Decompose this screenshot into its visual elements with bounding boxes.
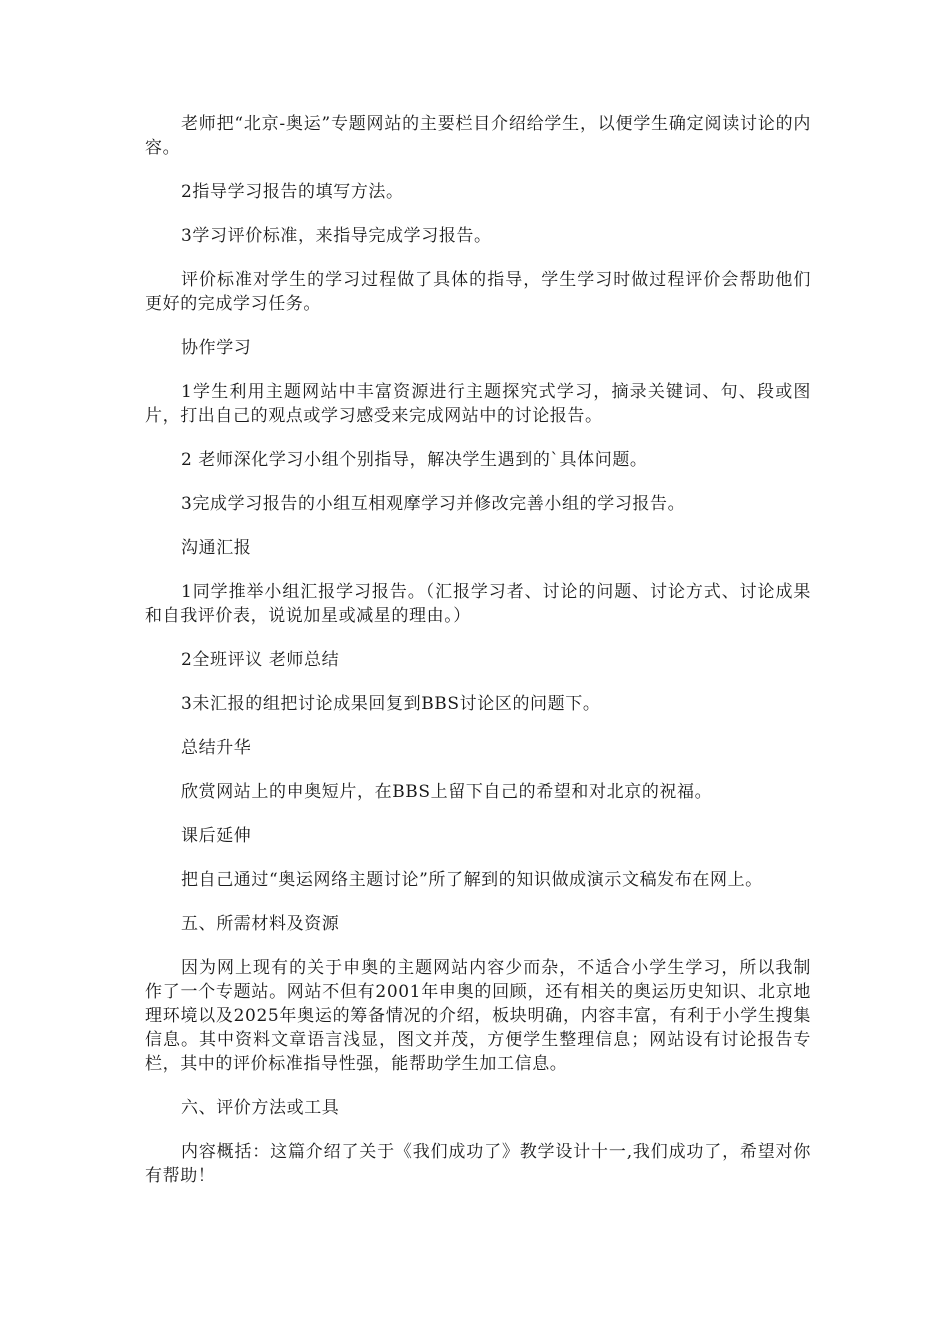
section-heading-collaborative-learning: 协作学习 <box>181 338 252 358</box>
paragraph-evaluation-guidance: 评价标准对学生的学习过程做了具体的指导，学生学习时做过程评价会帮助他们更好的完成学习任务。 <box>145 270 811 314</box>
paragraph-extension: 把自己通过“奥运网络主题讨论”所了解到的知识做成演示文稿发布在网上。 <box>181 870 763 890</box>
paragraph-collab-step-2: 2 老师深化学习小组个别指导，解决学生遇到的`具体问题。 <box>181 450 648 470</box>
section-heading-extension: 课后延伸 <box>181 826 252 846</box>
paragraph-report-step-2: 2全班评议 老师总结 <box>181 650 340 670</box>
paragraph-content-summary: 内容概括：这篇介绍了关于《我们成功了》教学设计十一,我们成功了，希望对你有帮助！ <box>145 1142 811 1186</box>
section-heading-summary: 总结升华 <box>181 738 252 758</box>
paragraph-intro-site-columns: 老师把“北京-奥运”专题网站的主要栏目介绍给学生，以便学生确定阅读讨论的内容。 <box>145 114 811 158</box>
paragraph-report-step-3: 3未汇报的组把讨论成果回复到BBS讨论区的问题下。 <box>181 694 601 714</box>
paragraph-summary: 欣赏网站上的申奥短片，在BBS上留下自己的希望和对北京的祝福。 <box>181 782 713 802</box>
paragraph-guide-report-filling: 2指导学习报告的填写方法。 <box>181 182 404 202</box>
section-heading-evaluation-methods: 六、评价方法或工具 <box>181 1098 340 1118</box>
section-heading-report: 沟通汇报 <box>181 538 252 558</box>
paragraph-report-step-1: 1同学推举小组汇报学习报告。（汇报学习者、讨论的问题、讨论方式、讨论成果和自我评价表，说说加星或减星的理由。） <box>145 582 811 626</box>
paragraph-collab-step-3: 3完成学习报告的小组互相观摩学习并修改完善小组的学习报告。 <box>181 494 686 514</box>
paragraph-evaluation-standard: 3学习评价标准，来指导完成学习报告。 <box>181 226 492 246</box>
section-heading-materials: 五、所需材料及资源 <box>181 914 340 934</box>
document-body <box>145 112 811 1208</box>
paragraph-collab-step-1: 1学生利用主题网站中丰富资源进行主题探究式学习，摘录关键词、句、段或图片，打出自己的观点或学习感受来完成网站中的讨论报告。 <box>145 382 811 426</box>
paragraph-materials: 因为网上现有的关于申奥的主题网站内容少而杂，不适合小学生学习，所以我制作了一个专题站。网站不但有2001年申奥的回顾，还有相关的奥运历史知识、北京地理环境以及2025年奥运的筹备情况的介绍，板块明确，内容丰富，有利于小学生搜集信息。其中资料文章语言浅显，图文并茂，方便学生整理信息；网站设有讨论报告专栏，其中的评价标准指导性强，能帮助学生加工信息。 <box>145 958 811 1074</box>
